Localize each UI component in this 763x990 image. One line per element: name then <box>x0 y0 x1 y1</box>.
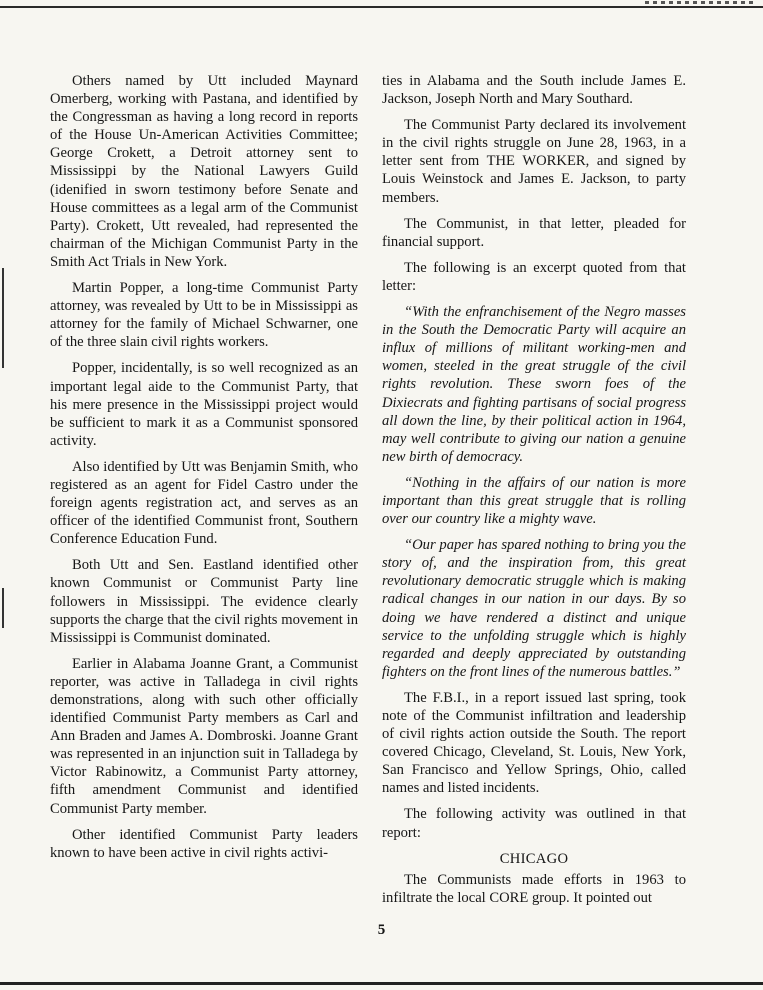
paragraph: Also identified by Utt was Benjamin Smith, who registered as an agent for Fidel Castro under the foreign agents registration act, and serves as an officer of the identified Communist front, Southern Conference Education Fund. <box>50 458 358 548</box>
paragraph: The Communist, in that letter, pleaded for financial support. <box>382 215 686 250</box>
paragraph: Popper, incidentally, is so well recognized as an important legal aide to the Communist Party, that his mere presence in the Mississippi project would be sufficient to mark it as a Communist sponsored activity. <box>50 360 358 449</box>
paragraph: The Communist Party declared its involvement in the civil rights struggle on June 28, 1963, in a letter sent from THE WORKER, and signed by Louis Weinstock and James E. Jackson, to party members. <box>382 117 686 206</box>
paragraph: The Communists made efforts in 1963 to infiltrate the local CORE group. It pointed out <box>382 871 686 906</box>
paragraph: Earlier in Alabama Joanne Grant, a Communist reporter, was active in Talladega in civil rights demonstrations, along with such other officially identified Communist Party members as Carl and Ann Braden and James A. Dombroski. Joanne Grant was represented in an injunction suit in Talladega by Victor Rabinowitz, a Communist Party attorney, fifth amendment Communist and identified Communist Party member. <box>50 655 358 817</box>
paragraph: Martin Popper, a long-time Communist Party attorney, was revealed by Utt to be in Mississippi as attorney for the family of Michael Schwarner, one of the three slain civil rights workers. <box>50 280 358 351</box>
quote-paragraph: “Our paper has spared nothing to bring you the story of, and the inspiration from, this great revolutionary democratic struggle which is making radical changes in our nation in our days. By so doing we have rendered a distinct and unique service to the unfolding struggle which is highly regarded and deeply appreciated by outstanding fighters on the front lines of the numerous battles.” <box>382 537 686 680</box>
page-number: 5 <box>377 922 386 938</box>
quote-paragraph: “With the enfranchisement of the Negro masses in the South the Democratic Party will acquire an influx of millions of militant working-men and women, steeled in the great struggle of the civil rights revolution. These sworn foes of the Dixiecrats and fighting partisans of social progress all down the line, by their political action in 1964, may well contribute to giving our nation a genuine new birth of democracy. <box>382 304 686 465</box>
paragraph: Other identified Communist Party leaders known to have been active in civil rights activi- <box>50 826 358 861</box>
paragraph: The following is an excerpt quoted from that letter: <box>382 259 686 294</box>
top-rule <box>0 6 763 8</box>
left-edge-mark <box>2 588 4 628</box>
paragraph: The following activity was outlined in that report: <box>382 806 686 841</box>
bottom-rule <box>0 982 763 985</box>
paragraph: The F.B.I., in a report issued last spring, took note of the Communist infiltration and leadership of civil rights action outside the South. The report covered Chicago, Cleveland, St. Louis, New York, San Francisco and Yellow Springs, Ohio, called names and listed incidents. <box>382 689 686 797</box>
paragraph: Others named by Utt included Maynard Omerberg, working with Pastana, and identified by the Congressman as having a long record in reports of the House Un-American Activities Committee; George Crokett, a Detroit attorney sent to Mississippi by the National Lawyers Guild (idenified in sworn testimony before Senate and House committees as a legal arm of the Communist Party). Crokett, Utt revealed, had represented the chairman of the Michigan Communist Party in the Smith Act Trials in New York. <box>50 73 358 270</box>
left-column <box>50 72 358 870</box>
right-column <box>382 72 686 915</box>
left-edge-mark <box>2 268 4 368</box>
paragraph-continuation: ties in Alabama and the South include James E. Jackson, Joseph North and Mary Southard. <box>382 73 686 108</box>
quote-paragraph: “Nothing in the affairs of our nation is more important than this great struggle that is rolling over our country like a mighty wave. <box>382 474 686 528</box>
top-edge-marks <box>645 1 755 4</box>
paragraph: Both Utt and Sen. Eastland identified other known Communist or Communist Party line followers in Mississippi. The evidence clearly supports the charge that the civil rights movement in Mississippi is Communist dominated. <box>50 557 358 646</box>
section-heading: CHICAGO <box>499 850 569 867</box>
